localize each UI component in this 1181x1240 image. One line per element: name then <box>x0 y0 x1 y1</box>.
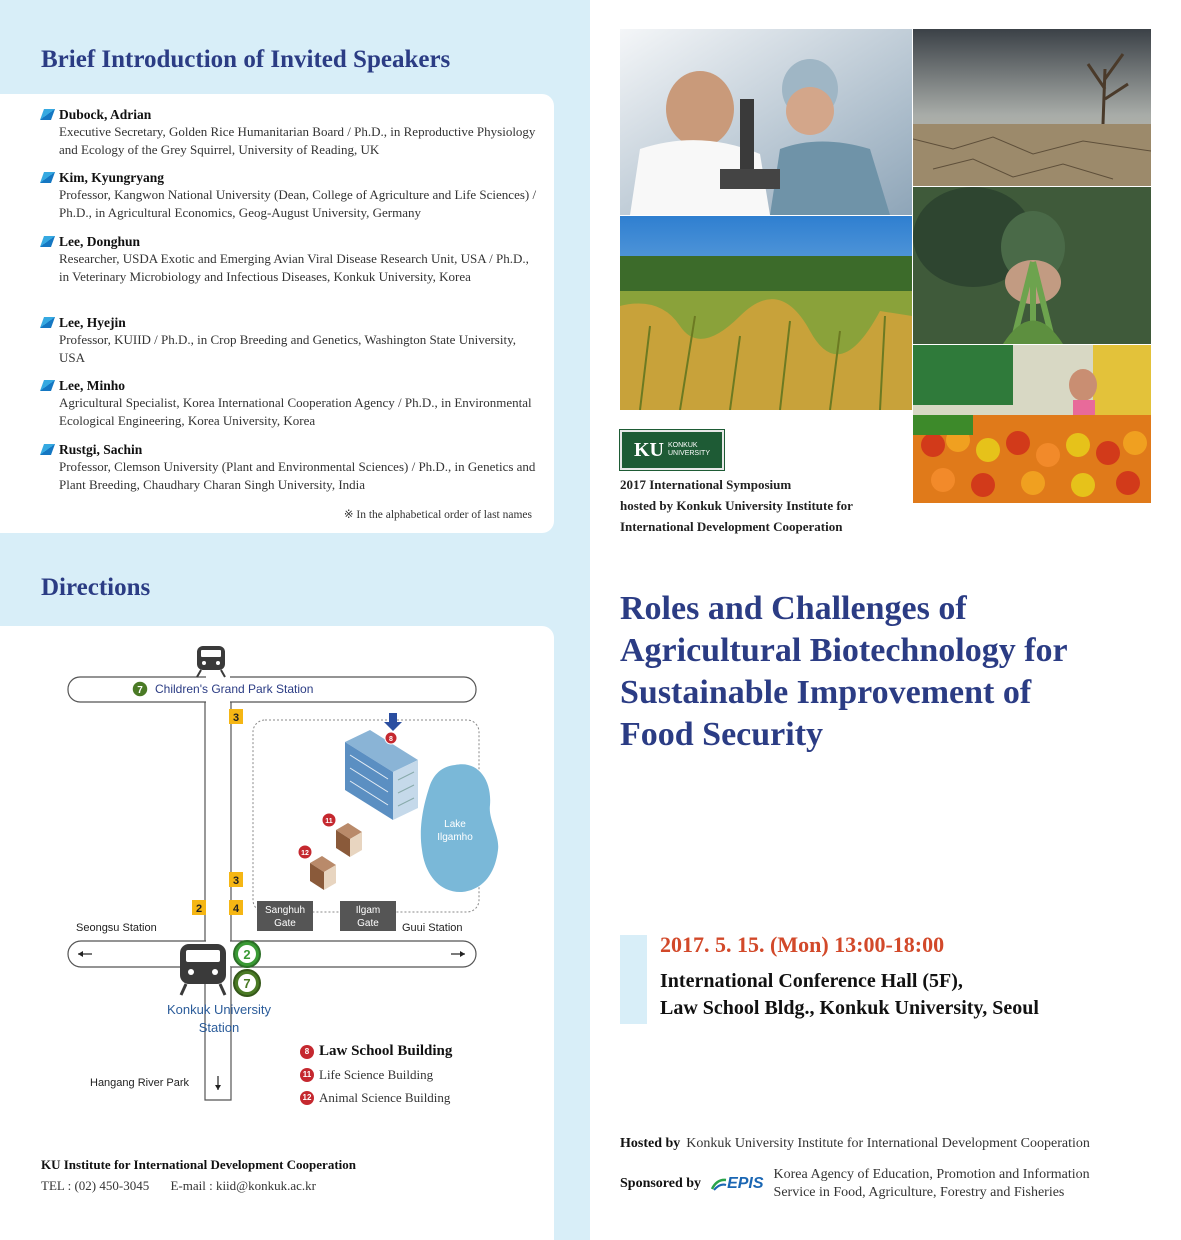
contact-phone: TEL : (02) 450-3045 <box>41 1178 150 1193</box>
symposium-info <box>620 474 853 537</box>
alphabetical-note: ※ In the alphabetical order of last names <box>343 509 532 521</box>
sponsored-label: Sponsored by <box>620 1176 702 1191</box>
venue-line: International Conference Hall (5F), <box>660 970 963 992</box>
svg-text:Ilgam: Ilgam <box>355 905 381 916</box>
symposium-line: International Development Cooperation <box>620 519 843 534</box>
lake-label-line1: Lake <box>444 819 466 830</box>
legend-marker: 12 <box>300 1091 314 1105</box>
svg-text:4: 4 <box>232 903 240 915</box>
logo-name-line1: KONKUK <box>667 442 698 449</box>
legend-item <box>300 1086 452 1109</box>
sponsor-name <box>774 1166 1090 1202</box>
svg-text:Gate: Gate <box>357 918 379 929</box>
guui-station-label: Guui Station <box>402 922 463 934</box>
main-road <box>68 941 476 967</box>
directions-heading: Directions <box>41 574 151 601</box>
svg-text:8: 8 <box>389 736 393 743</box>
speaker-description: Agricultural Specialist, Korea International Cooperation Agency / Ph.D., in Environmental Ecological Engineering, Korea University, Korea <box>59 395 532 428</box>
speaker-name: Lee, Hyejin <box>59 315 126 330</box>
speaker-description: Executive Secretary, Golden Rice Humanitarian Board / Ph.D., in Reproductive Physiology and Ecology of the Grey Squirrel, University of Reading, UK <box>59 124 536 157</box>
photo-rice-field <box>620 216 912 410</box>
svg-text:11: 11 <box>325 818 333 825</box>
speaker-description: Researcher, USDA Exotic and Emerging Avian Viral Disease Research Unit, USA / Ph.D., in Veterinary Microbiology and Infectious Diseases, Konkuk University, Korea <box>59 251 529 284</box>
svg-text:Sanghuh: Sanghuh <box>264 905 306 916</box>
konkuk-station-label-line2: Station <box>198 1020 240 1035</box>
svg-text:7: 7 <box>137 685 143 696</box>
legend-label: Law School Building <box>319 1043 453 1059</box>
exit-3-badge <box>229 709 243 724</box>
legend-marker: 8 <box>300 1045 314 1059</box>
sponsor-line: Korea Agency of Education, Promotion and Information <box>773 1167 1090 1182</box>
building-8-marker <box>385 732 397 744</box>
sanghuh-gate <box>257 901 313 931</box>
hosted-label: Hosted by <box>620 1136 681 1151</box>
line-2-badge <box>234 941 260 967</box>
speaker-description: Professor, KUIID / Ph.D., in Crop Breeding and Genetics, Washington State University, USA <box>59 332 516 365</box>
konkuk-logo <box>620 430 724 470</box>
directions-map <box>0 0 590 1240</box>
train-icon <box>197 646 225 677</box>
life-science-building-icon <box>336 823 362 857</box>
photo-farmer-leaf <box>913 187 1151 344</box>
map-legend <box>300 1040 452 1109</box>
svg-text:Gate: Gate <box>274 918 296 929</box>
svg-text:12: 12 <box>301 850 309 857</box>
destination-arrow-icon <box>384 713 402 731</box>
konkuk-station-label-line1: Konkuk University <box>166 1002 272 1017</box>
event-venue <box>660 968 1039 1022</box>
contact-organization: KU Institute for International Development Cooperation <box>41 1157 356 1172</box>
epis-logo-text: EPIS <box>727 1175 764 1192</box>
event-date: 2017. 5. 15. (Mon) 13:00-18:00 <box>660 932 945 957</box>
exit-3-badge <box>229 872 243 887</box>
line-7-badge <box>132 681 148 697</box>
speaker-name: Rustgi, Sachin <box>59 442 143 457</box>
speaker-name: Lee, Donghun <box>59 234 141 249</box>
exit-2-badge <box>192 900 206 915</box>
building-11-marker <box>322 813 336 827</box>
hosted-by <box>620 1136 1090 1152</box>
title-line: Food Security <box>620 716 824 753</box>
symposium-title <box>620 588 1160 756</box>
lake-label-line2: Ilgamho <box>437 832 473 843</box>
svg-text:7: 7 <box>243 976 251 991</box>
legend-marker: 11 <box>300 1068 314 1082</box>
legend-label: Animal Science Building <box>319 1089 451 1105</box>
date-accent-bar <box>620 935 647 1024</box>
hangang-river-park-label: Hangang River Park <box>90 1077 190 1089</box>
animal-science-building-icon <box>310 856 336 890</box>
legend-item <box>300 1063 452 1086</box>
speaker-name: Dubock, Adrian <box>59 107 152 122</box>
photo-scientists <box>620 29 912 215</box>
title-line: Agricultural Biotechnology for <box>620 632 1068 669</box>
photo-drought <box>913 29 1151 186</box>
photo-vegetable-market <box>913 345 1151 503</box>
symposium-line: hosted by Konkuk University Institute for <box>620 498 853 513</box>
speakers-heading: Brief Introduction of Invited Speakers <box>41 46 451 73</box>
speaker-name: Kim, Kyungryang <box>59 170 165 185</box>
hosted-value: Konkuk University Institute for International Development Cooperation <box>686 1136 1090 1151</box>
contact-info <box>41 1157 356 1194</box>
title-line: Roles and Challenges of <box>620 590 967 627</box>
logo-name-line2: UNIVERSITY <box>667 450 710 457</box>
epis-logo <box>711 1175 763 1193</box>
logo-name <box>668 442 710 458</box>
sponsored-by <box>620 1166 1090 1202</box>
svg-text:3: 3 <box>232 712 240 724</box>
logo-mark: KU <box>633 438 664 461</box>
seongsu-station-label: Seongsu Station <box>76 922 157 934</box>
contact-email[interactable]: E-mail : kiid@konkuk.ac.kr <box>170 1178 317 1193</box>
childrens-grand-park-station-label: Children's Grand Park Station <box>155 682 314 696</box>
building-12-marker <box>298 845 312 859</box>
speaker-name: Lee, Minho <box>59 378 125 393</box>
venue-line: Law School Bldg., Konkuk University, Seoul <box>660 997 1039 1019</box>
legend-label: Life Science Building <box>319 1066 434 1082</box>
speaker-description: Professor, Kangwon National University (Dean, College of Agriculture and Life Sciences) / Ph.D., in Agricultural Economics, Geog-August University, Germany <box>59 187 537 220</box>
svg-text:2: 2 <box>195 903 203 915</box>
contact-line <box>41 1178 356 1194</box>
line-7-badge <box>234 970 260 996</box>
left-panel <box>0 0 590 1240</box>
svg-text:3: 3 <box>232 875 240 887</box>
ilgam-gate <box>340 901 396 931</box>
law-school-building-icon <box>345 730 418 820</box>
epis-swoosh-icon <box>711 1177 727 1191</box>
exit-4-badge <box>229 900 243 915</box>
speaker-description: Professor, Clemson University (Plant and Environmental Sciences) / Ph.D., in Genetics and Plant Breeding, Chaudhary Charan Singh University, India <box>59 459 536 492</box>
legend-item <box>300 1040 452 1063</box>
title-line: Sustainable Improvement of <box>620 674 1032 711</box>
sponsor-line: Service in Food, Agriculture, Forestry and Fisheries <box>773 1185 1065 1200</box>
svg-text:2: 2 <box>243 947 251 962</box>
symposium-line: 2017 International Symposium <box>620 477 792 492</box>
